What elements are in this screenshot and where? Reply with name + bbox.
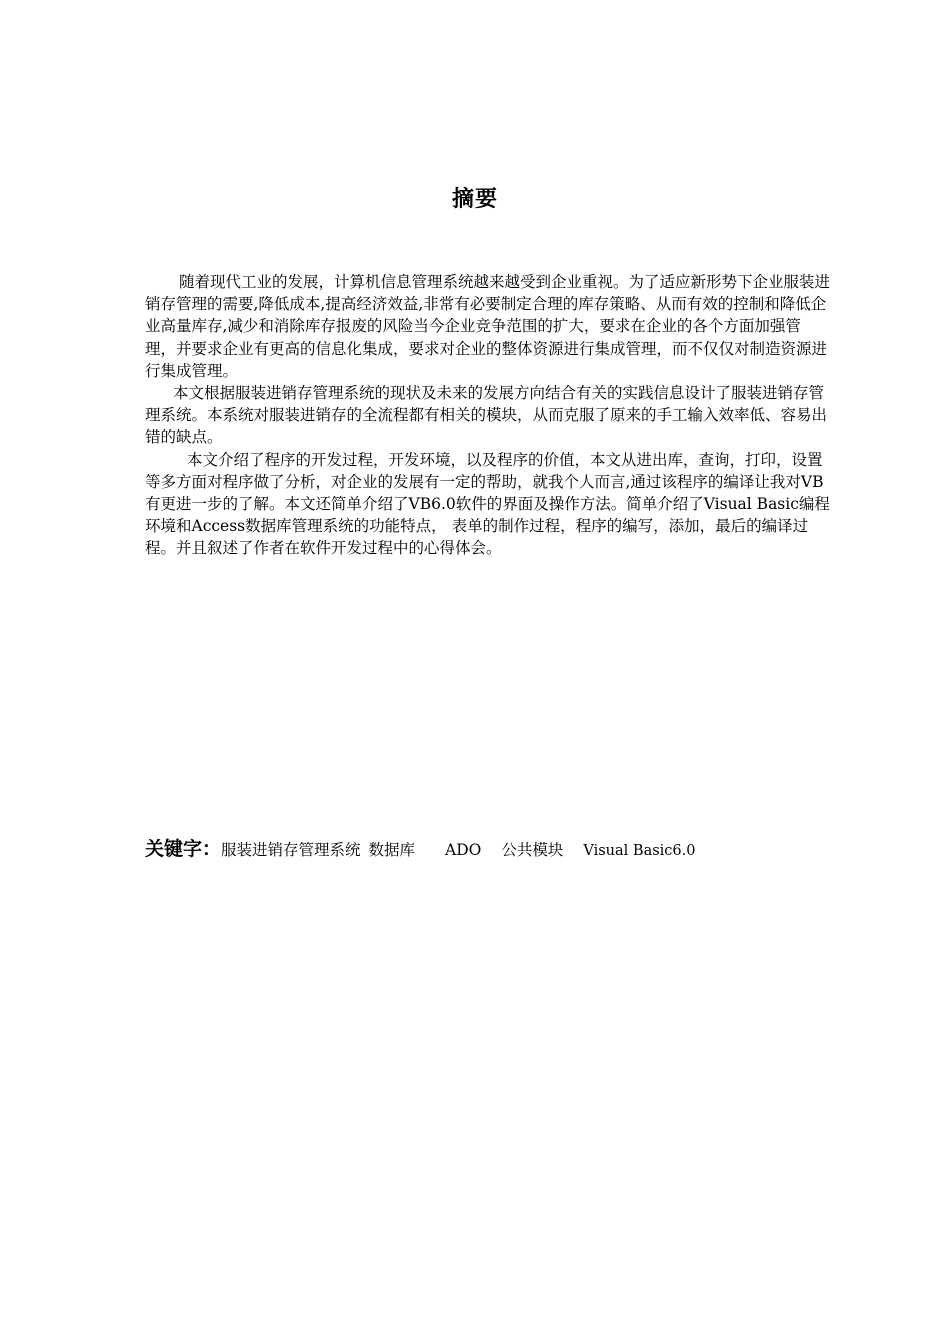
- abstract-paragraph-3: 本文介绍了程序的开发过程，开发环境，以及程序的价值，本文从进出库，查询，打印，设置等多方面对程序做了分析，对企业的发展有一定的帮助，就我个人而言,通过该程序的编译让我对VB有更进一步的了解。本文还简单介绍了VB6.0软件的界面及操作方法。简单介绍了Visual Basic编程环境和Access数据库管理系统的功能特点， 表单的制作过程，程序的编写，添加，最后的编译过程。并且叙述了作者在软件开发过程中的心得体会。: [145, 450, 830, 558]
- keyword-item: ADO: [445, 841, 482, 859]
- abstract-paragraph-2: 本文根据服装进销存管理系统的现状及未来的发展方向结合有关的实践信息设计了服装进销存管理系统。本系统对服装进销存的全流程都有相关的模块，从而克服了原来的手工输入效率低、容易出错的缺点。: [145, 384, 828, 447]
- keyword-item: 服装进销存管理系统: [221, 841, 361, 859]
- keyword-item: Visual Basic6.0: [583, 843, 696, 859]
- keyword-item: 数据库: [368, 841, 416, 859]
- abstract-paragraph-1: 随着现代工业的发展，计算机信息管理系统越来越受到企业重视。为了适应新形势下企业服装进销存管理的需要,降低成本,提高经济效益,非常有必要制定合理的库存策略、从而有效的控制和降低企业高量库存,减少和消除库存报废的风险当今企业竞争范围的扩大，要求在企业的各个方面加强管理，并要求企业有更高的信息化集成，要求对企业的整体资源进行集成管理，而不仅仅对制造资源进行集成管理。: [145, 273, 831, 380]
- keywords-label: 关键字：: [145, 838, 222, 860]
- page-title: 摘要: [451, 187, 498, 212]
- abstract-body: [145, 271, 830, 560]
- keyword-item: 公共模块: [501, 841, 564, 859]
- keywords-line: [145, 836, 845, 864]
